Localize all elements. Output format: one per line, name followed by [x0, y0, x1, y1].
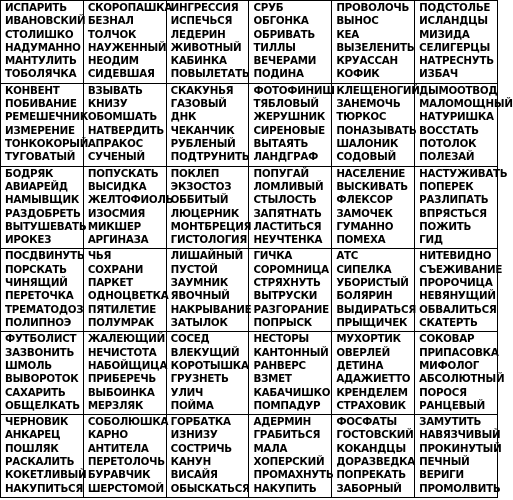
word: РАНЦЕВЫЙ — [419, 399, 485, 412]
word: СОБОЛЮШКА — [87, 416, 169, 429]
word-cell — [83, 83, 166, 166]
word: КАБАЧИШКО — [253, 386, 331, 399]
word-cell — [83, 415, 169, 498]
word: МАНТУЛИТЬ — [5, 55, 77, 68]
word: ПУСТОЙ — [170, 263, 218, 276]
word: ПРОКИНУТЫЙ — [419, 442, 502, 455]
word-cell — [249, 83, 335, 166]
word: ЗАБОРНЫЙ — [336, 482, 402, 495]
word: КЕА — [336, 28, 359, 41]
grid-row — [1, 332, 498, 415]
word: ЗАПЯТНАТЬ — [253, 207, 322, 220]
word: ТЮРКОС — [336, 111, 387, 124]
word: ВЫЗЕЛЕНИТЬ — [336, 41, 415, 54]
word-cell — [1, 166, 87, 249]
word: ИНГРЕССИЯ — [170, 2, 239, 14]
word: ГРУЗНЕТЬ — [170, 373, 229, 386]
word: ЧЕКАНЧИК — [170, 124, 235, 137]
word: ПРОРОЧИЦА — [419, 277, 493, 290]
word: МИЗИДА — [419, 28, 470, 41]
word: КАБИНКА — [170, 55, 227, 68]
word: СОСТРИЧЬ — [170, 442, 232, 455]
word-cell — [1, 332, 84, 415]
word: ПОРСКАТЬ — [5, 263, 67, 276]
word: СЕЛИГЕРЦЫ — [419, 41, 491, 54]
word: ПОЛИПНОЭ — [5, 316, 72, 329]
word: СИРЕНОВЫЕ — [253, 124, 325, 137]
word: НАТУРИШКА — [419, 111, 494, 124]
word-cell — [415, 166, 508, 249]
word: ФОСФАТЫ — [336, 416, 397, 429]
word: ВЫДИРАТЬСЯ — [336, 303, 416, 316]
word: ЧЬЯ — [87, 250, 112, 263]
word: НАБОЙЩИЦА — [87, 359, 168, 372]
word: КРУАССАН — [336, 55, 398, 68]
word: ЗАЗВОНИТЬ — [5, 346, 75, 359]
word: УЛИЧ — [170, 386, 204, 399]
word: ВПРЯСТЬСЯ — [419, 207, 487, 220]
word: ВЫБОИНКА — [87, 386, 155, 399]
word-cell — [166, 332, 249, 415]
word: ГОСТОВСКИЙ — [336, 429, 414, 442]
word: НЕУЧТЕНКА — [253, 234, 323, 247]
word: ПОПРЕКАТЬ — [336, 469, 406, 482]
word: ПРИБЕРЕЧЬ — [87, 373, 156, 386]
word: РАСКАЛИТЬ — [5, 456, 75, 469]
grid-body — [1, 1, 513, 498]
word-cell — [249, 1, 332, 84]
word: РАЗГОРАНИЕ — [253, 303, 329, 316]
grid-row — [1, 415, 498, 498]
word-cell — [332, 415, 415, 498]
word: НАМЫВЩИК — [5, 194, 80, 207]
word: ГИЧКА — [253, 250, 293, 263]
word: ТОНКОКОРЫЙ — [5, 138, 89, 151]
word: АТС — [336, 250, 359, 263]
word: ЗАМОЧЕК — [336, 207, 393, 220]
word: ИВАНОВСКИЙ — [5, 15, 86, 28]
word: ПОСДВИНУТЬ — [5, 250, 85, 263]
word: ГУМАННО — [336, 220, 394, 233]
word: БОЛЯРИН — [336, 290, 393, 303]
word: САХАРИТЬ — [5, 386, 66, 399]
word: ВЫНОС — [336, 15, 379, 28]
word: СКАКУНЬЯ — [170, 84, 234, 97]
word-cell — [1, 249, 84, 332]
word: ОБВАЛИТЬСЯ — [419, 303, 497, 316]
word: ЗАМУТИТЬ — [419, 416, 482, 429]
word: ЖАЛЕЮЩИЙ — [87, 333, 165, 346]
word: ИСПЕЧЬСЯ — [170, 15, 233, 28]
word: ИЗБАЧ — [419, 68, 458, 81]
word-cell — [83, 166, 174, 249]
word: ГРАБИТЬСЯ — [253, 429, 321, 442]
word: РАНВЕРС — [253, 359, 306, 372]
word: ИЗМЕРЕНИЕ — [5, 124, 75, 137]
word: ПОЛЕЗАЙ — [419, 151, 475, 164]
word: ВЫВОРОТОК — [5, 373, 79, 386]
word: АДАЖИЕТТО — [336, 373, 411, 386]
word: КЛЕЩЕНОГИЙ — [336, 84, 420, 97]
word: ШЕРСТОМОЙ — [87, 482, 164, 495]
word: ПОЖИТЬ — [419, 220, 472, 233]
word: АПРАКОС — [87, 138, 143, 151]
word: ОБГОНКА — [253, 15, 309, 28]
word: ВЫСИДКА — [87, 180, 147, 193]
word: ДЫМООТВОД — [419, 84, 498, 97]
word-cell — [1, 83, 89, 166]
word-cell — [332, 83, 420, 166]
word-cell — [83, 249, 169, 332]
word: КОРОТЫШКА — [170, 359, 249, 372]
word: УБОРИСТЫЙ — [336, 277, 409, 290]
word: МАЛОМОЩНЫЙ — [419, 98, 513, 111]
word: МИФОЛОГ — [419, 359, 480, 372]
word: ВЫСКИВАТЬ — [336, 180, 408, 193]
word: БЕЗНАЛ — [87, 15, 134, 28]
word: ПРОМАХНУТЬ — [253, 469, 334, 482]
word-cell — [415, 249, 503, 332]
word: СОКОВАР — [419, 333, 475, 346]
word: ЛОМЛИВЫЙ — [253, 180, 324, 193]
word: ШМОЛЬ — [5, 359, 52, 372]
word: ПОДИНА — [253, 68, 304, 81]
word: ДНК — [170, 111, 197, 124]
word: ОБРИВАТЬ — [253, 28, 315, 41]
word: РАЗДОБРЕТЬ — [5, 207, 81, 220]
word: СТРЯХНУТЬ — [253, 277, 321, 290]
word: КОФИК — [336, 68, 380, 81]
word-cell — [415, 1, 498, 84]
word-cell — [166, 415, 249, 498]
grid-row — [1, 83, 498, 166]
word-cell — [1, 1, 84, 84]
word: ОБЩЕЛКАТЬ — [5, 399, 80, 412]
word: ПОМПАДУР — [253, 399, 321, 412]
word: ПОБИВАНИЕ — [5, 98, 77, 111]
word: НЕЧИСТОТА — [87, 346, 157, 359]
word: СЪЕЖИВАНИЕ — [419, 263, 503, 276]
word-cell — [1, 415, 87, 498]
word: СОСЕД — [170, 333, 210, 346]
word: КАРНО — [87, 429, 128, 442]
word: СИДЕВШАЯ — [87, 68, 155, 81]
word: ЗАНЕМОЧЬ — [336, 98, 401, 111]
word: НАТВЕРДИТЬ — [87, 124, 165, 137]
word: ПОПРЫСК — [253, 316, 312, 329]
word: ЛЮЦЕРНИК — [170, 207, 240, 220]
word: ПОШЛЯК — [5, 442, 59, 455]
word: НАДУМАННО — [5, 41, 81, 54]
word-cell — [166, 83, 249, 166]
word-cell — [83, 1, 173, 84]
word: ФУТБОЛИСТ — [5, 333, 77, 346]
word: КАНТОННЫЙ — [253, 346, 329, 359]
word: ХОПЕРСКИЙ — [253, 456, 325, 469]
word-cell — [166, 1, 249, 84]
word: ГИД — [419, 234, 443, 247]
word: СОДОВЫЙ — [336, 151, 396, 164]
word: ТИЛЛЫ — [253, 41, 296, 54]
word: ОВЕРЛЕЙ — [336, 346, 390, 359]
word: ВЗЫВАТЬ — [87, 84, 143, 97]
word: ЖИВОТНЫЙ — [170, 41, 242, 54]
word: ГИСТОЛОГИЯ — [170, 234, 248, 247]
word-cell — [332, 166, 415, 249]
word-cell — [332, 1, 415, 84]
word: ПРЫЩИЧЕК — [336, 316, 408, 329]
word: ВЫТУШЕВАТЬ — [5, 220, 87, 233]
word: ОББИТЫЙ — [170, 194, 229, 207]
word: ПЕЧНЫЙ — [419, 456, 470, 469]
word-cell — [249, 249, 332, 332]
word: СТЫЛОСТЬ — [253, 194, 317, 207]
word: ИСПАРИТЬ — [5, 2, 67, 14]
word: НЕВЯНУЩИЙ — [419, 290, 496, 303]
word: ОДНОЦВЕТКА — [87, 290, 169, 303]
word: РАЗЛИПАТЬ — [419, 194, 489, 207]
word: ИЗОСМИЯ — [87, 207, 146, 220]
word: НЕОДИМ — [87, 55, 139, 68]
word: ПОКЛЕП — [170, 167, 220, 180]
word: КОНВЕНТ — [5, 84, 60, 97]
word: НАКУПИТЬ — [253, 482, 317, 495]
word: ЗАУМНИК — [170, 277, 229, 290]
word: НАСТУЖИВАТЬ — [419, 167, 508, 180]
word: ТОЛЧОК — [87, 28, 137, 41]
word: ОБЫСКАТЬСЯ — [170, 482, 250, 495]
word: ВЛЕКУЩИЙ — [170, 346, 240, 359]
word-cell — [415, 332, 505, 415]
word-cell — [332, 249, 415, 332]
word: АНКАРЕЦ — [5, 429, 61, 442]
grid-row — [1, 249, 498, 332]
word: СТРАХОВИК — [336, 399, 406, 412]
word: БОДРЯК — [5, 167, 54, 180]
word: ДЕТИНА — [336, 359, 384, 372]
word: ПОДТРУНИТЬ — [170, 151, 250, 164]
word: ВЫТРУСКИ — [253, 290, 318, 303]
word: СОРОМНИЦА — [253, 263, 329, 276]
word: АВИАРЕЙД — [5, 180, 68, 193]
word: ФОТОФИНИШ — [253, 84, 335, 97]
word: ПОПЕРЕК — [419, 180, 474, 193]
word: ЧИНЯЩИЙ — [5, 277, 68, 290]
word: ИСЛАНДЦЫ — [419, 15, 488, 28]
word-cell — [415, 415, 502, 498]
word: ОБОМШАТЬ — [87, 111, 157, 124]
word: РУБЛЕНЫЙ — [170, 138, 236, 151]
word: ЗАТЫЛОК — [170, 316, 228, 329]
word: ДОРАЗВЕДКА — [336, 456, 416, 469]
word: БУРАВЧИК — [87, 469, 151, 482]
word: ПОЙМА — [170, 399, 214, 412]
word: ПРИПАСОВКА — [419, 346, 499, 359]
word: МУХОРТИК — [336, 333, 401, 346]
word: АДЕРМИН — [253, 416, 311, 429]
word: СРУБ — [253, 2, 284, 14]
word: ЛАНДГРАФ — [253, 151, 319, 164]
word: СКАТЕРТЬ — [419, 316, 478, 329]
word: ВИСАЙЯ — [170, 469, 218, 482]
grid-row — [1, 1, 498, 84]
word: ШАЛОНИК — [336, 138, 399, 151]
word: ЯВОЧНЫЙ — [170, 290, 230, 303]
word: ТОБОЛЯЧКА — [5, 68, 77, 81]
word: РЕМЕШЕЧНИК — [5, 111, 89, 124]
word: МОНТБРЕЦИЯ — [170, 220, 252, 233]
word: ПАРКЕТ — [87, 277, 133, 290]
word: СИПЕЛКА — [336, 263, 392, 276]
word: ВЫТАЯТЬ — [253, 138, 309, 151]
word: НИТЕВИДНО — [419, 250, 492, 263]
word: НАВЯЗЧИВЫЙ — [419, 429, 501, 442]
word: ПОПУСКАТЬ — [87, 167, 159, 180]
word: ПОЛУМРАК — [87, 316, 154, 329]
word: КАНУН — [170, 456, 211, 469]
word: АРГИНАЗА — [87, 234, 149, 247]
word: КНИЗУ — [87, 98, 128, 111]
word: КОКЕТЛИВЫЙ — [5, 469, 87, 482]
word: ЖЕРУШНИК — [253, 111, 325, 124]
word: АНТИТЕЛА — [87, 442, 149, 455]
word: ПРОВОЛОЧЬ — [336, 2, 410, 14]
word: ПОНАЗЫВАТЬ — [336, 124, 417, 137]
word: ВЗМЕТ — [253, 373, 292, 386]
word: ЛИШАЙНЫЙ — [170, 250, 244, 263]
word-cell — [332, 332, 415, 415]
word: СОХРАНИ — [87, 263, 144, 276]
word: СТОЛИШКО — [5, 28, 74, 41]
word: ПОТОЛОК — [419, 138, 477, 151]
word: НЕСТОРЫ — [253, 333, 309, 346]
word: ВЕРИГИ — [419, 469, 464, 482]
word: ИЗНИЗУ — [170, 429, 218, 442]
word: ПОРОСЯ — [419, 386, 467, 399]
word: ПЕРЕТОЛОЧЬ — [87, 456, 165, 469]
word: ПРОМОЛВИТЬ — [419, 482, 501, 495]
word: ТЯБЛОВЫЙ — [253, 98, 319, 111]
word: МАЛА — [253, 442, 288, 455]
word-cell — [166, 166, 252, 249]
word-cell — [249, 332, 332, 415]
word: СКОРОПАШКА — [87, 2, 173, 14]
word: ЖЕЛТОФИОЛЬ — [87, 194, 174, 207]
word: ТУГОВАТЫЙ — [5, 151, 76, 164]
word-cell — [249, 415, 332, 498]
word: НАКРЫВАНИЕ — [170, 303, 252, 316]
word: ЧЕРНОВИК — [5, 416, 69, 429]
word: ПОДСТОЛЬЕ — [419, 2, 491, 14]
word: ПОВЫЛЕТАТЬ — [170, 68, 250, 81]
word: КРЕНДЕЛЕМ — [336, 386, 408, 399]
word-cell — [83, 332, 166, 415]
word: ЭКЗОСТОЗ — [170, 180, 232, 193]
word: ПОПУГАЙ — [253, 167, 309, 180]
word: ПОМЕХА — [336, 234, 386, 247]
word: НАКУПИТЬСЯ — [5, 482, 84, 495]
word-cell — [249, 166, 332, 249]
word: АБСОЛЮТНЫЙ — [419, 373, 505, 386]
word: ЛАСТИТЬСЯ — [253, 220, 322, 233]
word: ЛЕДЕРИН — [170, 28, 226, 41]
word: ФЛЕКСОР — [336, 194, 393, 207]
word-cell — [166, 249, 252, 332]
word: НАУЖЕННЫЙ — [87, 41, 167, 54]
word: НАТРЕСНУТЬ — [419, 55, 494, 68]
word: СУЧЕНЫЙ — [87, 151, 145, 164]
word: МИКШЕР — [87, 220, 141, 233]
word: ВОССТАТЬ — [419, 124, 479, 137]
word: ГОРБАТКА — [170, 416, 231, 429]
word: ТРЕМАТОДОЗ — [5, 303, 84, 316]
word: НАСЕЛЕНИЕ — [336, 167, 406, 180]
word: КОКАНДЦЫ — [336, 442, 406, 455]
word: ГАЗОВЫЙ — [170, 98, 227, 111]
word: МЕРЗЛЯК — [87, 399, 144, 412]
word: ПЕРЕТОЧКА — [5, 290, 74, 303]
word: ПЯТИЛЕТИЕ — [87, 303, 157, 316]
grid-row — [1, 166, 498, 249]
word-cell — [415, 83, 513, 166]
word: ВЕЧЕРАМИ — [253, 55, 317, 68]
word: ИРОКЕЗ — [5, 234, 52, 247]
